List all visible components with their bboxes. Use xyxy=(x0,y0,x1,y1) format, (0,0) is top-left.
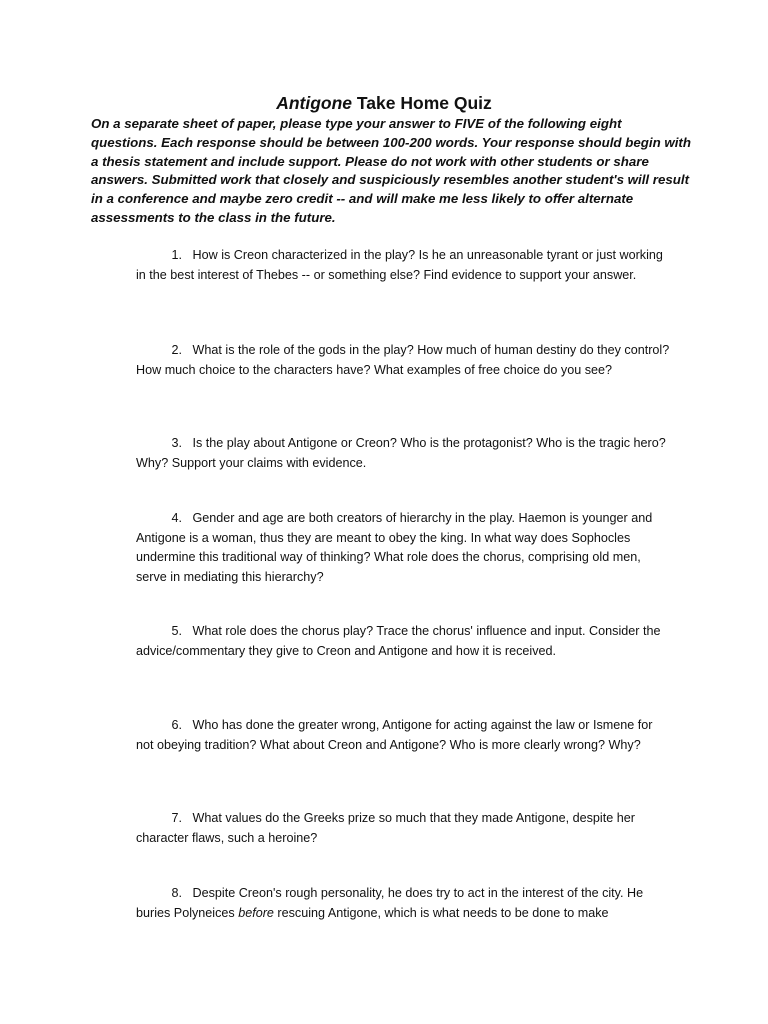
question-number: 8. xyxy=(171,886,182,900)
question-text-before: Despite Creon's rough personality, he does try to act in the interest of the city. He buries Polyneices xyxy=(136,886,644,920)
question-text: What is the role of the gods in the play? How much of human destiny do they control? How much choice to the characters have? What examples of free choice do you see? xyxy=(136,343,670,377)
question-number: 3. xyxy=(171,436,182,450)
question-text: Gender and age are both creators of hierarchy in the play. Haemon is younger and Antigone is a woman, thus they are meant to obey the king. In what way does Sophocles undermine this traditional way of thinking? What role does the chorus, comprising old men, serve in mediating this hierarchy? xyxy=(136,511,653,584)
question-number: 6. xyxy=(171,718,182,732)
title-italic: Antigone xyxy=(276,93,353,113)
question-text: Is the play about Antigone or Creon? Who is the protagonist? Who is the tragic hero? Why? Support your claims with evidence. xyxy=(136,436,666,470)
question-3 xyxy=(136,434,671,473)
question-text-after: rescuing Antigone, which is what needs to be done to make xyxy=(273,905,609,920)
question-4 xyxy=(136,509,671,587)
question-number: 5. xyxy=(171,624,182,638)
question-2 xyxy=(136,341,671,380)
page-title xyxy=(0,92,768,114)
title-rest: Take Home Quiz xyxy=(352,93,492,113)
question-1 xyxy=(136,246,671,285)
question-number: 2. xyxy=(171,343,182,357)
question-text: What role does the chorus play? Trace the chorus' influence and input. Consider the advice/commentary they give to Creon and Antigone and how it is received. xyxy=(136,624,661,658)
question-number: 7. xyxy=(171,811,182,825)
question-7 xyxy=(136,809,671,848)
instructions-paragraph: On a separate sheet of paper, please type your answer to FIVE of the following eight questions. Each response should be between 100-200 words. Your response should begin with a thesis statement and include support. Please do not work with other students or share answers. Submitted work that closely and suspiciously resembles another student's will result in a conference and maybe zero credit -- and will make me less likely to offer alternate assessments to the class in the future. xyxy=(91,116,691,225)
question-text: What values do the Greeks prize so much that they made Antigone, despite her character flaws, such a heroine? xyxy=(136,811,635,845)
question-5 xyxy=(136,622,671,661)
question-8 xyxy=(136,884,671,923)
question-number: 1. xyxy=(171,248,182,262)
question-text: How is Creon characterized in the play? Is he an unreasonable tyrant or just working in the best interest of Thebes -- or something else? Find evidence to support your answer. xyxy=(136,248,663,282)
question-number: 4. xyxy=(171,511,182,525)
question-text-italic: before xyxy=(238,905,274,920)
question-text: Who has done the greater wrong, Antigone for acting against the law or Ismene for not obeying tradition? What about Creon and Antigone? Who is more clearly wrong? Why? xyxy=(136,718,653,752)
question-6 xyxy=(136,716,671,755)
